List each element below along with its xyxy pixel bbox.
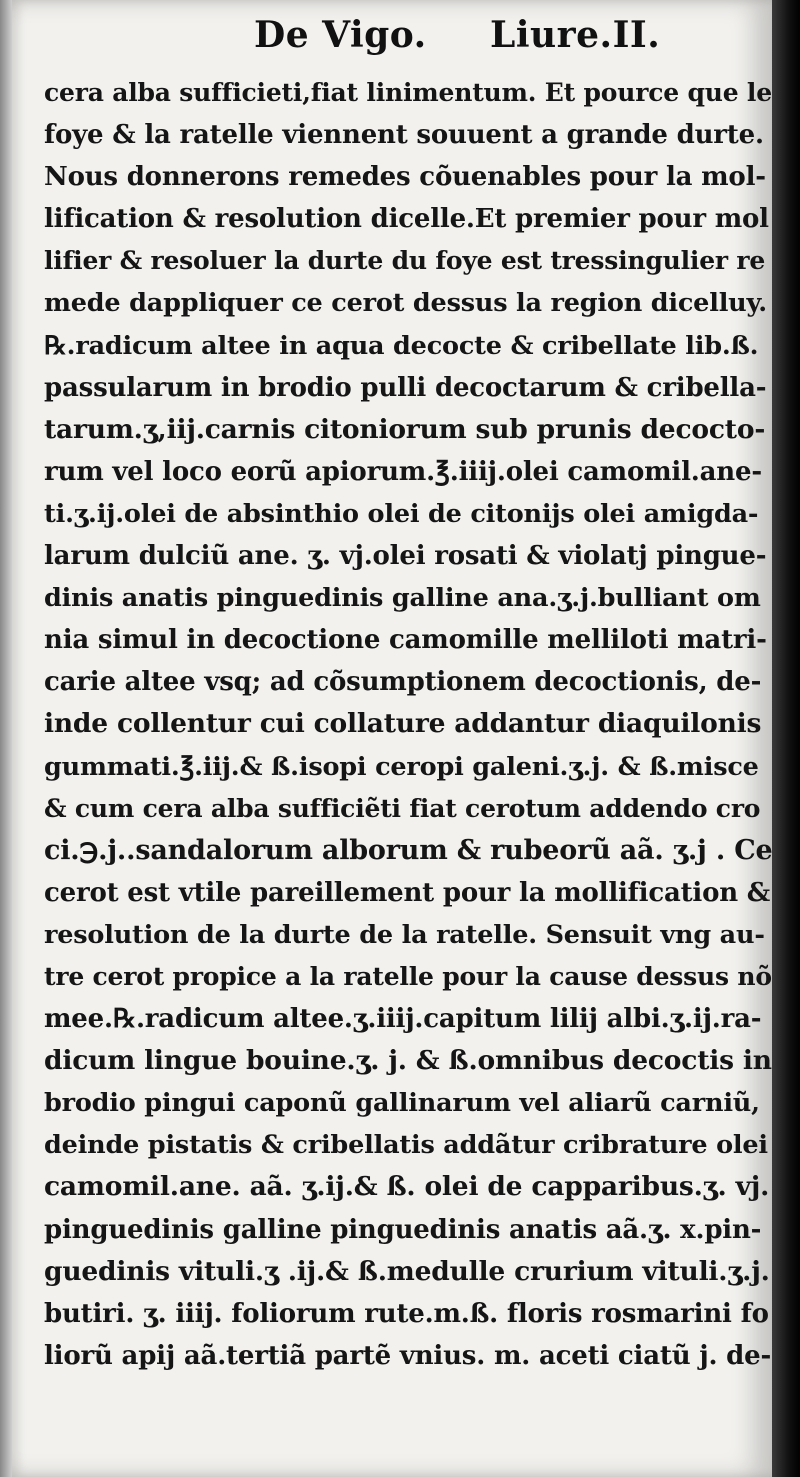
text-line: carie altee vsq; ad cõsumptionem decoctionis, de- — [44, 667, 762, 698]
page-binding-shadow — [772, 0, 800, 1477]
text-line: ℞.radicum altee in aqua decocte & cribellate lib.ß. — [44, 330, 759, 361]
text-line: dicum lingue bouine.ʒ. j. & ß.omnibus decoctis in — [44, 1045, 772, 1077]
text-line: tre cerot propice a la ratelle pour la cause dessus nõ — [44, 961, 772, 991]
text-line: dinis anatis pinguedinis galline ana.ʒ.j.bulliant om — [44, 583, 761, 614]
page-body-text — [44, 72, 772, 1377]
text-line: ti.ʒ.ij.olei de absinthio olei de citonijs olei amigda- — [44, 498, 759, 529]
text-line: larum dulciũ ane. ʒ. vj.olei rosati & violatj pingue- — [44, 541, 767, 572]
text-line: nia simul in decoctione camomille melliloti matri- — [44, 625, 767, 656]
text-line: lification & resolution dicelle.Et premier pour mol — [44, 204, 769, 235]
running-header-author: De Vigo. — [254, 14, 427, 56]
text-line: Nous donnerons remedes cõuenables pour la mol- — [44, 162, 766, 193]
text-line: brodio pingui caponũ gallinarum vel aliarũ carniũ, — [44, 1088, 760, 1119]
text-line: cera alba sufficieti,fiat linimentum. Et pource que le — [44, 78, 772, 107]
text-line: passularum in brodio pulli decoctarum & cribella- — [44, 372, 767, 403]
text-line: gummati.℥.iij.& ß.isopi ceropi galeni.ʒ.j. & ß.misce — [44, 751, 759, 782]
text-line: butiri. ʒ. iiij. foliorum rute.m.ß. floris rosmarini fo — [44, 1298, 769, 1329]
text-line: guedinis vituli.ʒ .ij.& ß.medulle crurium vituli.ʒ.j. — [44, 1255, 770, 1287]
text-line: tarum.ʒ,iij.carnis citoniorum sub prunis decocto- — [44, 413, 766, 445]
text-line: resolution de la durte de la ratelle. Sensuit vng au- — [44, 919, 765, 950]
text-line: deinde pistatis & cribellatis addãtur cribrature olei — [44, 1130, 768, 1161]
running-header — [12, 14, 772, 64]
page-gutter-left — [0, 0, 12, 1477]
text-line: liorũ apij aã.tertiã partẽ vnius. m. aceti ciatũ j. de- — [44, 1340, 772, 1371]
running-header-book: Liure.II. — [490, 14, 661, 56]
text-line: cerot est vtile pareillement pour la mollification & — [44, 877, 771, 908]
book-page — [12, 0, 772, 1477]
text-line: mede dappliquer ce cerot dessus la region dicelluy. — [44, 288, 767, 319]
text-line: rum vel loco eorũ apiorum.℥.iiij.olei camomil.ane- — [44, 456, 762, 487]
text-line: pinguedinis galline pinguedinis anatis aã.ʒ. x.pin- — [44, 1214, 762, 1245]
text-line: inde collentur cui collature addantur diaquilonis — [44, 708, 762, 740]
text-line: ci.℈.j..sandalorum alborum & rubeorũ aã. ʒ.j . Ce — [44, 834, 772, 866]
text-line: & cum cera alba sufficiẽti fiat cerotum addendo cro — [44, 793, 761, 823]
text-line: mee.℞.radicum altee.ʒ.iiij.capitum lilij albi.ʒ.ij.ra- — [44, 1004, 762, 1035]
text-line: camomil.ane. aã. ʒ.ij.& ß. olei de capparibus.ʒ. vj. — [44, 1171, 770, 1203]
text-line: foye & la ratelle viennent souuent a grande durte. — [44, 120, 764, 151]
text-line: lifier & resoluer la durte du foye est tressingulier re — [44, 246, 766, 276]
